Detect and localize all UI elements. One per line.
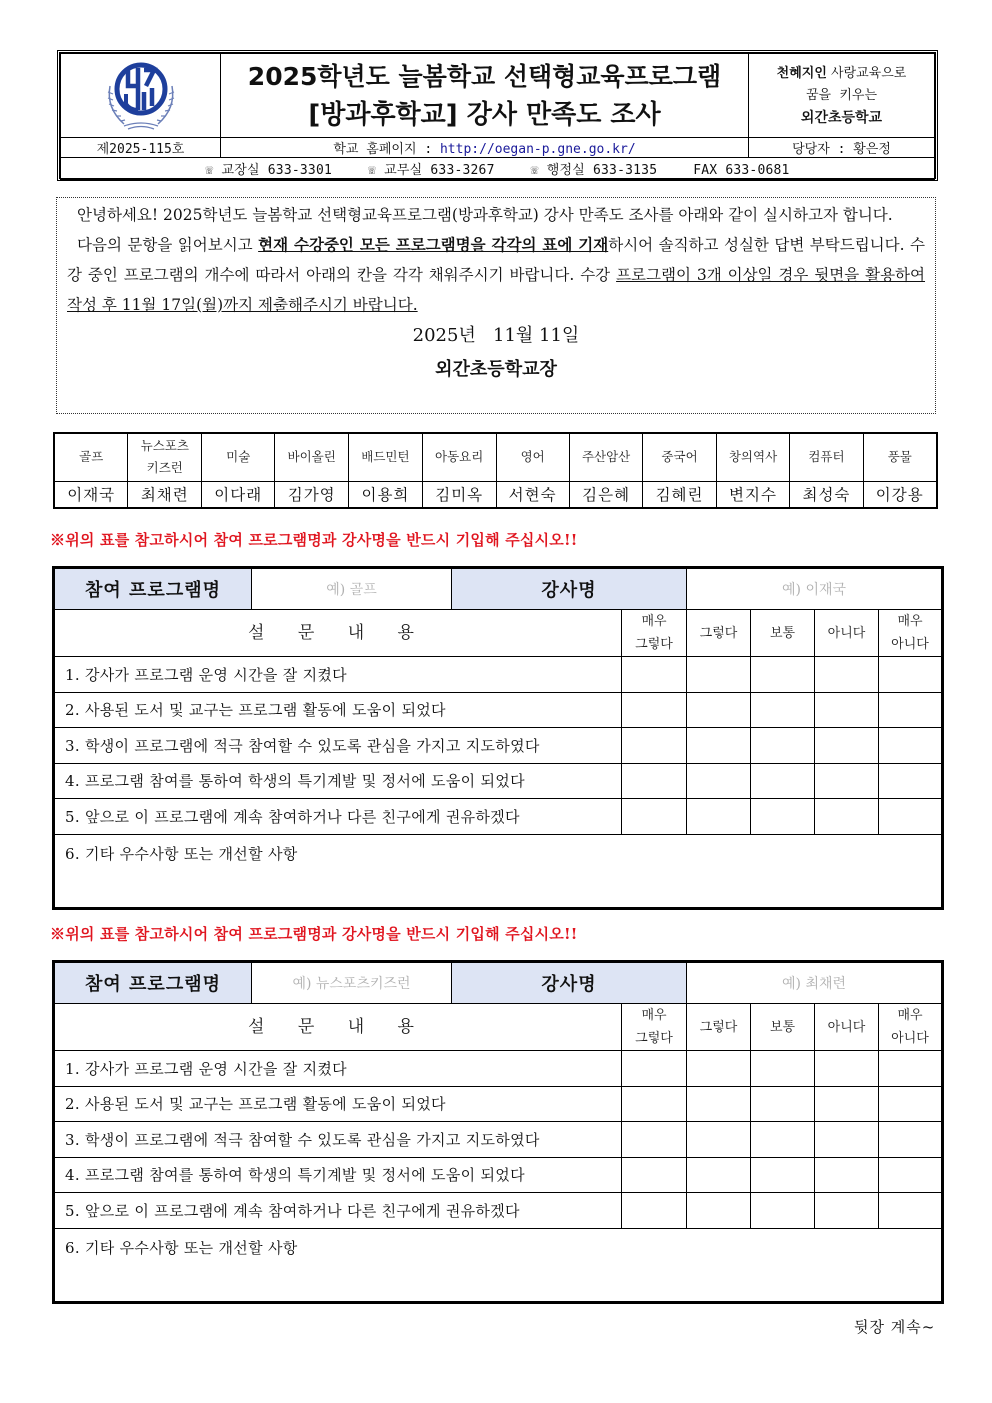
intro-paragraph-2 — [67, 230, 925, 320]
program-name-input[interactable]: 예) 뉴스포츠키즈런 — [252, 962, 452, 1004]
program-cell: 바이올린 — [275, 433, 349, 481]
teacher-name-cell: 변지수 — [716, 481, 790, 508]
scale-strongly-disagree: 매우 아니다 — [879, 610, 943, 657]
answer-cell[interactable] — [815, 799, 879, 835]
scale-agree: 그렇다 — [687, 610, 751, 657]
answer-cell[interactable] — [622, 1051, 687, 1087]
fax-number: FAX 633-0681 — [693, 163, 790, 178]
question-row — [54, 1051, 943, 1087]
question-text: 1. 강사가 프로그램 운영 시간을 잘 지켰다 — [54, 657, 622, 693]
question-row — [54, 657, 943, 693]
answer-cell[interactable] — [879, 799, 943, 835]
phone-principal — [205, 163, 332, 178]
letter-date: 2025년 11월 11일 — [412, 325, 580, 346]
teacher-reference-table — [53, 432, 938, 509]
phone-label: 행정실 633-3135 — [546, 163, 658, 178]
answer-cell[interactable] — [815, 728, 879, 764]
question-row — [54, 1193, 943, 1229]
answer-cell[interactable] — [751, 657, 815, 693]
phone-label: 교장실 633-3301 — [221, 163, 332, 178]
program-name-input[interactable]: 예) 골프 — [252, 568, 452, 610]
answer-cell[interactable] — [622, 1157, 687, 1193]
answer-cell[interactable] — [687, 799, 751, 835]
notice-text: ※위의 표를 참고하시어 참여 프로그램명과 강사명을 반드시 기입해 주십시오!! — [50, 925, 578, 943]
program-cell: 뉴스포츠 키즈런 — [128, 433, 202, 481]
answer-cell[interactable] — [751, 728, 815, 764]
answer-cell[interactable] — [622, 1086, 687, 1122]
program-cell: 골프 — [54, 433, 128, 481]
answer-cell[interactable] — [687, 1122, 751, 1158]
phone-numbers — [61, 158, 935, 180]
teacher-name-row — [54, 481, 937, 508]
question-text: 4. 프로그램 참여를 통하여 학생의 특기계발 및 정서에 도움이 되었다 — [54, 763, 622, 799]
other-comments-field[interactable] — [54, 1228, 943, 1302]
intro-letter — [56, 197, 936, 414]
teacher-name-input[interactable]: 예) 이재국 — [687, 568, 943, 610]
answer-cell[interactable] — [879, 1193, 943, 1229]
answer-cell[interactable] — [879, 1157, 943, 1193]
teacher-name-cell: 김미옥 — [422, 481, 496, 508]
program-cell: 중국어 — [643, 433, 716, 481]
school-motto — [749, 54, 935, 138]
program-cell: 풍물 — [863, 433, 937, 481]
phone-admin-office — [531, 163, 658, 178]
program-cell: 미술 — [202, 433, 275, 481]
answer-cell[interactable] — [687, 657, 751, 693]
survey-content-header: 설 문 내 용 — [54, 610, 622, 657]
other-comments-label: 6. 기타 우수사항 또는 개선할 사항 — [65, 1238, 298, 1257]
document-header — [57, 50, 938, 181]
other-comments-field[interactable] — [54, 834, 943, 908]
teacher-name-label: 강사명 — [452, 568, 687, 610]
program-cell: 아동요리 — [422, 433, 496, 481]
question-row — [54, 728, 943, 764]
document-title — [221, 54, 749, 138]
answer-cell[interactable] — [751, 1122, 815, 1158]
title-line-1: 2025학년도 늘봄학교 선택형교육프로그램 — [247, 61, 722, 91]
continued-on-back-note: 뒷장 계속~ — [854, 1318, 936, 1336]
question-text: 4. 프로그램 참여를 통하여 학생의 특기계발 및 정서에 도움이 되었다 — [54, 1157, 622, 1193]
scale-strongly-agree: 매우 그렇다 — [622, 610, 687, 657]
answer-cell[interactable] — [751, 1051, 815, 1087]
phone-label: 교무실 633-3267 — [384, 163, 495, 178]
other-comments-label: 6. 기타 우수사항 또는 개선할 사항 — [65, 844, 298, 863]
scale-neutral: 보통 — [751, 610, 815, 657]
answer-cell[interactable] — [622, 763, 687, 799]
answer-cell[interactable] — [815, 763, 879, 799]
teacher-name-cell: 최채련 — [128, 481, 202, 508]
teacher-name-input[interactable]: 예) 최채련 — [687, 962, 943, 1004]
answer-cell[interactable] — [815, 657, 879, 693]
notice-text: ※위의 표를 참고하시어 참여 프로그램명과 강사명을 반드시 기입해 주십시오!! — [50, 531, 578, 549]
program-cell: 주산암산 — [569, 433, 643, 481]
title-line-2: [방과후학교] 강사 만족도 조사 — [308, 99, 661, 130]
answer-cell[interactable] — [879, 763, 943, 799]
program-name-label: 참여 프로그램명 — [54, 962, 252, 1004]
motto-line-2: 꿈을 키우는 — [805, 87, 878, 103]
teacher-name-cell: 이강용 — [863, 481, 937, 508]
program-row — [54, 433, 937, 481]
teacher-name-cell: 이재국 — [54, 481, 128, 508]
question-text: 3. 학생이 프로그램에 적극 참여할 수 있도록 관심을 가지고 지도하였다 — [54, 728, 622, 764]
answer-cell[interactable] — [622, 1122, 687, 1158]
school-emblem-icon — [98, 56, 184, 136]
question-row — [54, 763, 943, 799]
question-text: 1. 강사가 프로그램 운영 시간을 잘 지켰다 — [54, 1051, 622, 1087]
answer-cell[interactable] — [687, 1193, 751, 1229]
answer-cell[interactable] — [687, 1157, 751, 1193]
scale-strongly-disagree: 매우 아니다 — [879, 1004, 943, 1051]
answer-cell[interactable] — [751, 1157, 815, 1193]
teacher-name-cell: 최성숙 — [790, 481, 863, 508]
survey-table-1 — [52, 566, 944, 910]
answer-cell[interactable] — [622, 657, 687, 693]
telephone-icon: ☏ — [530, 163, 539, 178]
scale-neutral: 보통 — [751, 1004, 815, 1051]
answer-cell[interactable] — [687, 728, 751, 764]
answer-cell[interactable] — [751, 692, 815, 728]
question-row — [54, 799, 943, 835]
answer-cell[interactable] — [815, 692, 879, 728]
answer-cell[interactable] — [815, 1122, 879, 1158]
answer-cell[interactable] — [622, 728, 687, 764]
question-text: 2. 사용된 도서 및 교구는 프로그램 활동에 도움이 되었다 — [54, 1086, 622, 1122]
answer-cell[interactable] — [622, 1193, 687, 1229]
contact-person: 당당자 : 황은정 — [749, 138, 935, 158]
survey-content-header: 설 문 내 용 — [54, 1004, 622, 1051]
teacher-name-label: 강사명 — [452, 962, 687, 1004]
homepage-info — [221, 138, 749, 158]
question-row — [54, 1086, 943, 1122]
answer-cell[interactable] — [815, 1157, 879, 1193]
intro-paragraph-1: 안녕하세요! 2025학년도 늘봄학교 선택형교육프로그램(방과후학교) 강사 만족도 조사를 아래와 같이 실시하고자 합니다. — [77, 206, 893, 224]
survey-table-2 — [52, 960, 944, 1304]
program-cell: 컴퓨터 — [790, 433, 863, 481]
principal-signature: 외간초등학교장 — [435, 359, 557, 380]
answer-cell[interactable] — [622, 799, 687, 835]
program-cell: 영어 — [496, 433, 569, 481]
teacher-name-cell: 김가영 — [275, 481, 349, 508]
scale-strongly-agree: 매우 그렇다 — [622, 1004, 687, 1051]
teacher-name-cell: 서현숙 — [496, 481, 569, 508]
answer-cell[interactable] — [751, 763, 815, 799]
answer-cell[interactable] — [879, 1086, 943, 1122]
scale-agree: 그렇다 — [687, 1004, 751, 1051]
teacher-name-cell: 이다래 — [202, 481, 275, 508]
answer-cell[interactable] — [687, 1086, 751, 1122]
answer-cell[interactable] — [879, 657, 943, 693]
question-row — [54, 692, 943, 728]
question-row — [54, 1157, 943, 1193]
telephone-icon: ☏ — [205, 163, 214, 178]
intro-emphasis: 현재 수강중인 모든 프로그램명을 각각의 표에 기재 — [258, 235, 609, 254]
answer-cell[interactable] — [815, 1193, 879, 1229]
answer-cell[interactable] — [687, 1051, 751, 1087]
scale-disagree: 아니다 — [815, 1004, 879, 1051]
question-text: 5. 앞으로 이 프로그램에 계속 참여하거나 다른 친구에게 권유하겠다 — [54, 799, 622, 835]
question-text: 3. 학생이 프로그램에 적극 참여할 수 있도록 관심을 가지고 지도하였다 — [54, 1122, 622, 1158]
intro-text: 다음의 문항을 읽어보시고 — [77, 236, 259, 254]
teacher-name-cell: 이용희 — [349, 481, 423, 508]
motto-rest: 사랑교육으로 — [826, 65, 907, 81]
answer-cell[interactable] — [879, 728, 943, 764]
motto-bold: 천혜지인 — [776, 65, 827, 81]
scale-disagree: 아니다 — [815, 610, 879, 657]
answer-cell[interactable] — [879, 1051, 943, 1087]
answer-cell[interactable] — [622, 692, 687, 728]
answer-cell[interactable] — [751, 1086, 815, 1122]
motto-school-name: 외간초등학교 — [800, 109, 883, 126]
answer-cell[interactable] — [815, 1051, 879, 1087]
telephone-icon: ☏ — [368, 163, 377, 178]
homepage-link[interactable]: http://oegan-p.gne.go.kr/ — [439, 142, 636, 157]
answer-cell[interactable] — [687, 763, 751, 799]
intro-text: 하시어 솔직하고 성실한 답변 부탁드립니다. 수강 중인 프로그램의 개수에 따라서 아래의 칸을 각각 채워주시기 바랍니다. 수강 — [67, 236, 925, 284]
phone-teachers-office — [368, 163, 495, 178]
answer-cell[interactable] — [815, 1086, 879, 1122]
question-text: 2. 사용된 도서 및 교구는 프로그램 활동에 도움이 되었다 — [54, 692, 622, 728]
homepage-label: 학교 홈페이지 : — [333, 142, 440, 157]
program-cell: 배드민턴 — [349, 433, 423, 481]
intro-deadline: 프로그램이 3개 이상일 경우 뒷면을 활용하여 작성 후 11월 17일(월)까지 제출해주시기 바랍니다. — [67, 266, 926, 314]
answer-cell[interactable] — [751, 1193, 815, 1229]
program-name-label: 참여 프로그램명 — [54, 568, 252, 610]
teacher-name-cell: 김은혜 — [569, 481, 643, 508]
teacher-name-cell: 김혜린 — [643, 481, 716, 508]
answer-cell[interactable] — [687, 692, 751, 728]
question-row — [54, 1122, 943, 1158]
school-logo — [61, 54, 221, 138]
program-cell: 창의역사 — [716, 433, 790, 481]
document-number: 제2025-115호 — [61, 138, 221, 158]
answer-cell[interactable] — [879, 692, 943, 728]
answer-cell[interactable] — [879, 1122, 943, 1158]
answer-cell[interactable] — [751, 799, 815, 835]
question-text: 5. 앞으로 이 프로그램에 계속 참여하거나 다른 친구에게 권유하겠다 — [54, 1193, 622, 1229]
